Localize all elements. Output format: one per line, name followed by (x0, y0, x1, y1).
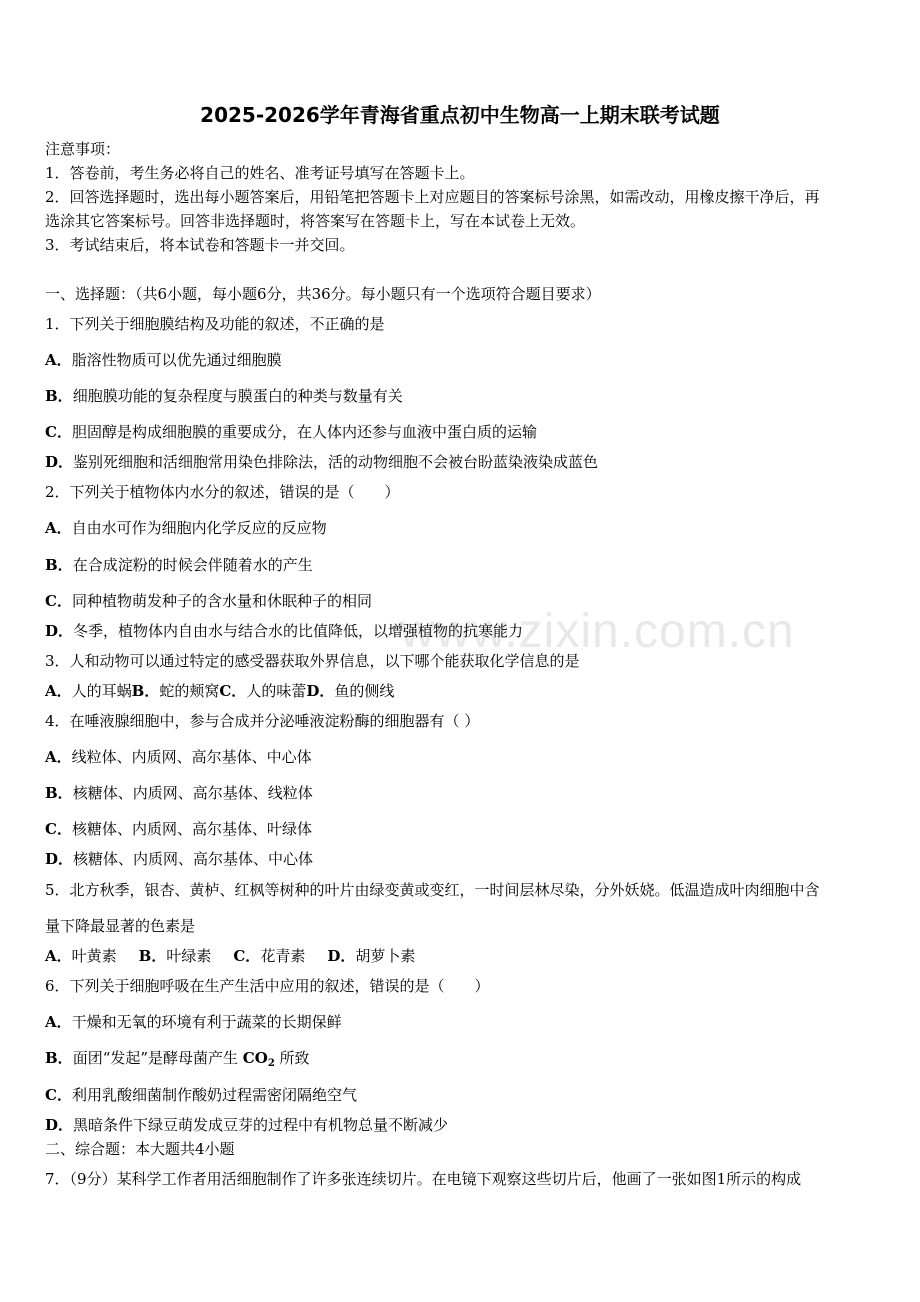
q2-option-d (45, 621, 523, 641)
option-letter: D． (306, 682, 335, 700)
notice-item-3: 3．考试结束后，将本试卷和答题卡一并交回。 (45, 236, 355, 254)
q1-option-c (45, 422, 537, 442)
option-letter: B． (45, 1049, 73, 1067)
co2-formula: CO (242, 1049, 268, 1067)
option-letter: D． (327, 947, 356, 965)
q3-options (45, 681, 394, 701)
option-text: 干燥和无氧的环境有利于蔬菜的长期保鲜 (71, 1013, 342, 1031)
q6-option-d (45, 1115, 448, 1135)
q4-option-d (45, 849, 313, 869)
q6-option-a (45, 1012, 342, 1032)
option-text: 冬季，植物体内自由水与结合水的比值降低，以增强植物的抗寒能力 (73, 622, 524, 640)
option-letter: A． (45, 519, 72, 537)
notice-item-2-cont: 选涂其它答案标号。回答非选择题时，将答案写在答题卡上，写在本试卷上无效。 (45, 212, 586, 230)
option-letter: A． (45, 1013, 72, 1031)
option-letter: B． (131, 682, 160, 700)
q1-option-b (45, 386, 403, 406)
q7-stem: 7．（9分）某科学工作者用活细胞制作了许多张连续切片。在电镜下观察这些切片后，他画了一张如图1所示的构成 (45, 1170, 802, 1188)
notice-item-2: 2．回答选择题时，选出每小题答案后，用铅笔把答题卡上对应题目的答案标号涂黑，如需改动，用橡皮擦干净后，再 (45, 188, 820, 206)
option-letter: A． (45, 351, 72, 369)
option-text: 核糖体、内质网、高尔基体、叶绿体 (71, 820, 312, 838)
option-text: 胡萝卜素 (355, 947, 416, 965)
option-text: 利用乳酸细菌制作酸奶过程需密闭隔绝空气 (71, 1086, 357, 1104)
option-letter: D． (45, 850, 74, 868)
option-text: 蛇的颊窝 (159, 682, 220, 700)
option-letter: A． (45, 748, 72, 766)
q6-option-c (45, 1085, 357, 1105)
q4-option-b (45, 783, 313, 803)
section1-heading: 一、选择题：（共6小题，每小题6分，共36分。每小题只有一个选项符合题目要求） (45, 285, 601, 303)
option-letter: C． (45, 1086, 72, 1104)
q2-option-b (45, 555, 313, 575)
option-text: 鉴别死细胞和活细胞常用染色排除法，活的动物细胞不会被台盼蓝染液染成蓝色 (73, 453, 599, 471)
option-text: 在合成淀粉的时候会伴随着水的产生 (72, 556, 313, 574)
q5-stem-cont: 量下降最显著的色素是 (45, 917, 196, 935)
option-text: 自由水可作为细胞内化学反应的反应物 (71, 519, 327, 537)
q1-option-d (45, 452, 598, 472)
option-text: 线粒体、内质网、高尔基体、中心体 (71, 748, 312, 766)
option-letter: A． (45, 682, 72, 700)
option-text: 黑暗条件下绿豆萌发成豆芽的过程中有机物总量不断减少 (73, 1116, 449, 1134)
option-letter: B． (138, 947, 167, 965)
option-text-end: 所致 (274, 1049, 310, 1067)
option-text: 同种植物萌发种子的含水量和休眠种子的相同 (71, 592, 372, 610)
option-letter: C． (45, 820, 72, 838)
co2-subscript: 2 (267, 1058, 275, 1069)
notice-item-1: 1．答卷前，考生务必将自己的姓名、准考证号填写在答题卡上。 (45, 164, 475, 182)
q2-stem: 2．下列关于植物体内水分的叙述，错误的是（ ） (45, 483, 400, 501)
q5-options (45, 946, 415, 966)
option-text: 叶绿素 (166, 947, 212, 965)
q4-option-c (45, 819, 312, 839)
q5-stem: 5．北方秋季，银杏、黄栌、红枫等树种的叶片由绿变黄或变红，一时间层林尽染，分外妖娆。低温造成叶肉细胞中含 (45, 881, 820, 899)
q4-stem: 4．在唾液腺细胞中，参与合成并分泌唾液淀粉酶的细胞器有（ ） (45, 712, 480, 730)
option-text: 核糖体、内质网、高尔基体、线粒体 (72, 784, 313, 802)
option-letter: C． (233, 947, 261, 965)
option-text: 胆固醇是构成细胞膜的重要成分，在人体内还参与血液中蛋白质的运输 (71, 423, 537, 441)
q6-option-b (45, 1048, 310, 1074)
option-text: 核糖体、内质网、高尔基体、中心体 (73, 850, 314, 868)
section2-heading: 二、综合题：本大题共4小题 (45, 1140, 235, 1158)
option-text: 人的味蕾 (246, 682, 307, 700)
option-letter: D． (45, 1116, 74, 1134)
q3-stem: 3．人和动物可以通过特定的感受器获取外界信息，以下哪个能获取化学信息的是 (45, 652, 580, 670)
q2-option-a (45, 518, 327, 538)
page-title: 2025-2026学年青海省重点初中生物高一上期末联考试题 (200, 103, 720, 127)
option-letter: C． (45, 423, 72, 441)
option-letter: D． (45, 622, 74, 640)
q4-option-a (45, 747, 312, 767)
q1-stem: 1．下列关于细胞膜结构及功能的叙述，不正确的是 (45, 315, 385, 333)
option-letter: C． (45, 592, 72, 610)
option-text: 叶黄素 (71, 947, 117, 965)
q6-stem: 6．下列关于细胞呼吸在生产生活中应用的叙述，错误的是（ ） (45, 977, 490, 995)
option-text: 人的耳蜗 (71, 682, 132, 700)
watermark: www.zixin.com.cn (400, 605, 795, 658)
option-letter: D． (45, 453, 74, 471)
q2-option-c (45, 591, 372, 611)
option-text: 细胞膜功能的复杂程度与膜蛋白的种类与数量有关 (72, 387, 403, 405)
option-text: 脂溶性物质可以优先通过细胞膜 (71, 351, 282, 369)
option-text: 面团“发起”是酵母菌产生 (72, 1049, 243, 1067)
option-text: 花青素 (260, 947, 306, 965)
option-letter: B． (45, 784, 73, 802)
option-letter: B． (45, 387, 73, 405)
option-letter: C． (219, 682, 247, 700)
option-letter: A． (45, 947, 72, 965)
q1-option-a (45, 350, 282, 370)
option-letter: B． (45, 556, 73, 574)
notice-heading: 注意事项： (45, 140, 121, 158)
option-text: 鱼的侧线 (334, 682, 395, 700)
